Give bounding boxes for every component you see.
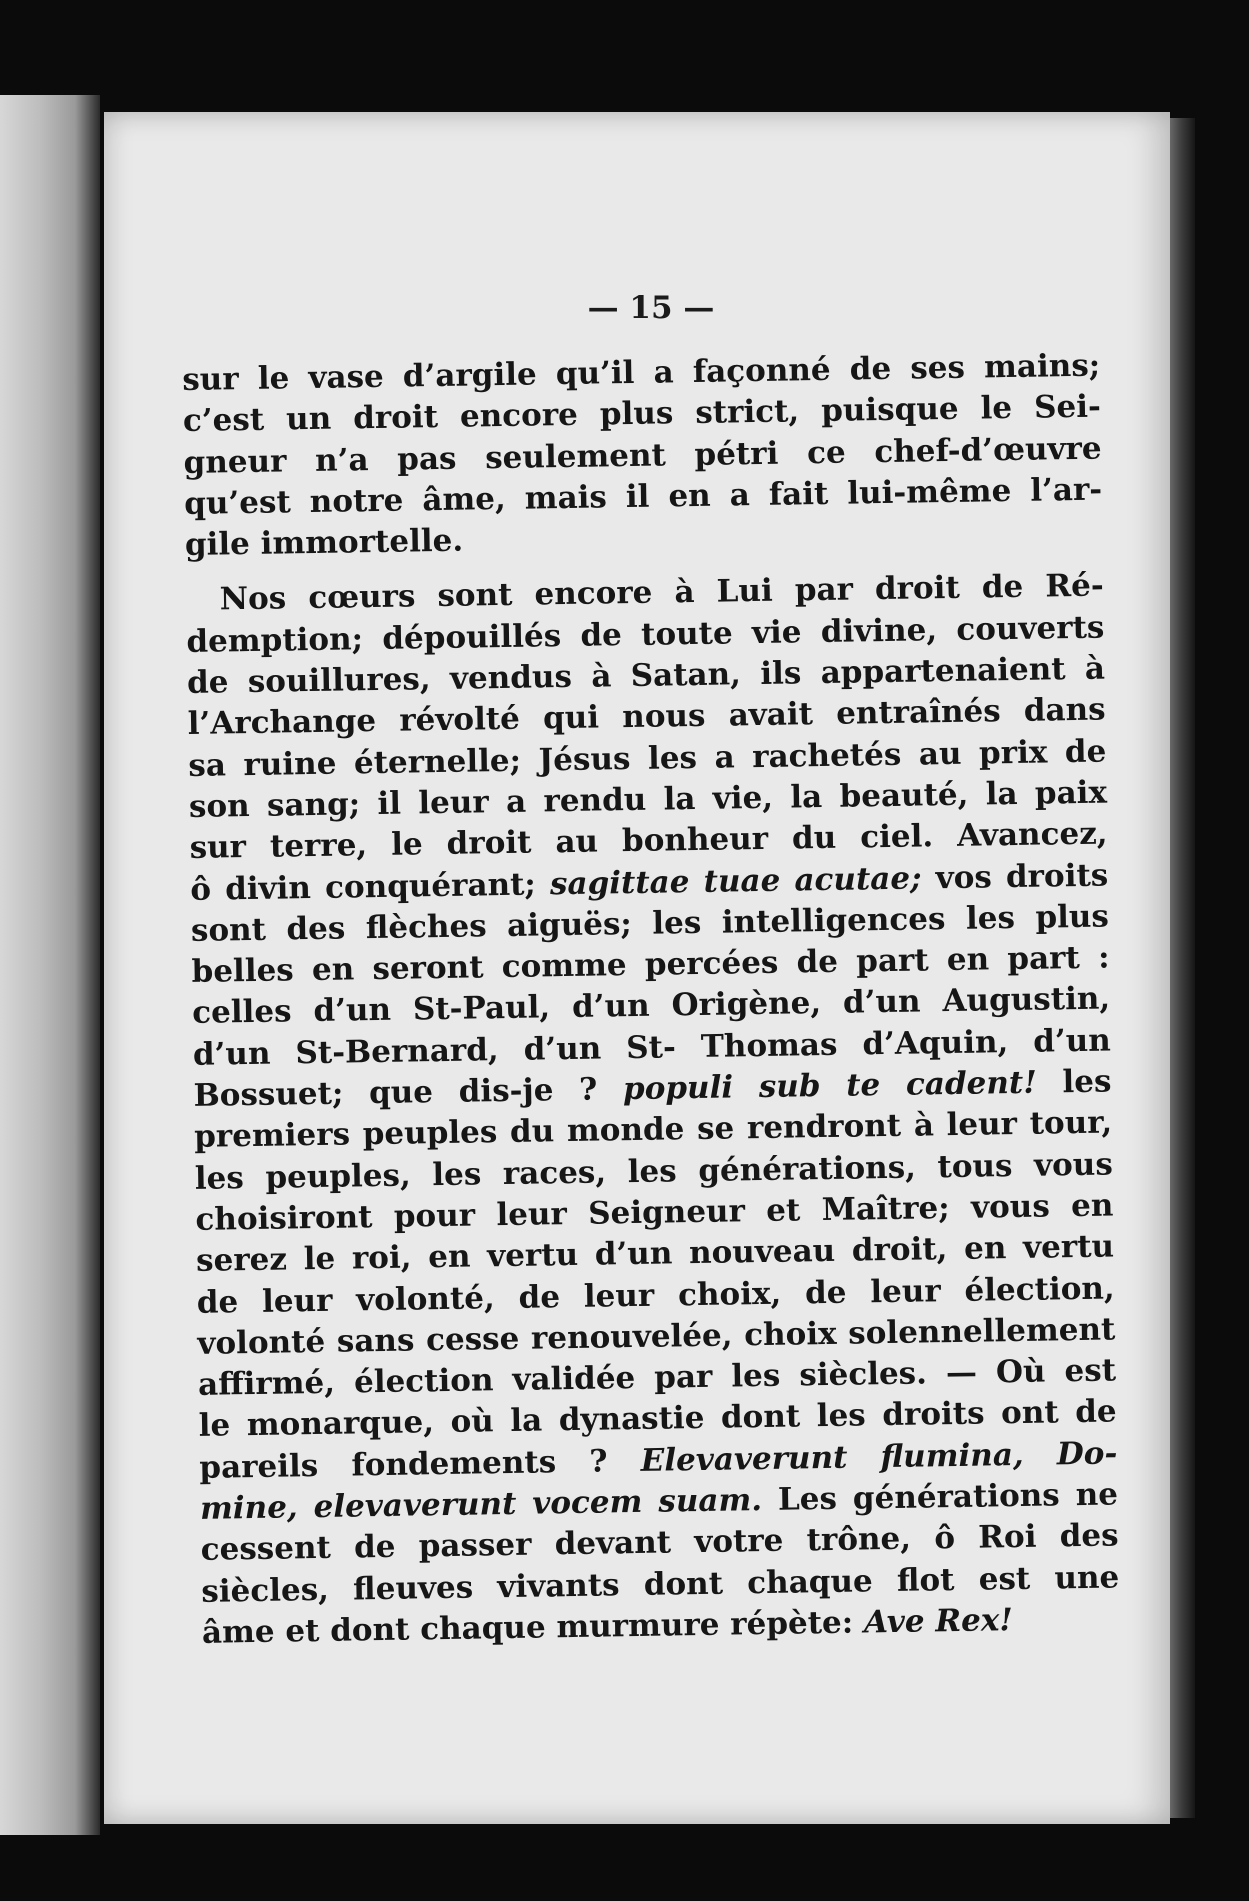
latin-quote: Ave Rex!	[863, 1602, 1014, 1641]
facing-page-edge	[0, 95, 100, 1835]
text-line: gile immortelle.	[184, 522, 464, 564]
text-line: de leur volonté, de leur choix, de leur élection,	[196, 1269, 1115, 1321]
text-line: belles en seront comme percées de part en part :	[191, 939, 1110, 991]
text-line: l’Archange révolté qui nous avait entraînés dans	[187, 691, 1106, 743]
text-line: sur le vase d’argile qu’il a façonné de ses mains;	[182, 347, 1101, 398]
text-line: qu’est notre âme, mais il en a fait lui-même l’ar-	[183, 471, 1103, 522]
text-line: premiers peuples du monde se rendront à leur tour,	[193, 1104, 1113, 1156]
text-line: demption; dépouillés de toute vie divine, couverts	[186, 609, 1105, 660]
text-line: cessent de passer devant votre trône, ô Roi des	[200, 1517, 1119, 1569]
text-line: sur terre, le droit au bonheur du ciel. Avancez,	[189, 815, 1108, 867]
text-line: le monarque, où la dynastie dont les droits ont de	[198, 1393, 1117, 1445]
latin-quote: populi sub te cadent!	[622, 1064, 1038, 1108]
text-segment: les	[1036, 1063, 1112, 1101]
text-line: serez le roi, en vertu d’un nouveau droit, en vertu	[195, 1228, 1115, 1280]
text-line: Nos cœurs sont encore à Lui par droit de Ré-	[219, 568, 1104, 618]
text-line: les peuples, les races, les générations, tous vous	[194, 1146, 1114, 1197]
text-line: son sang; il leur a rendu la vie, la beauté, la paix	[188, 774, 1108, 825]
text-segment: Bossuet; que dis-je ?	[193, 1071, 624, 1114]
page-number: — 15 —	[587, 290, 715, 326]
text-line: sa ruine éternelle; Jésus les a rachetés au prix de	[188, 733, 1107, 784]
text-segment: Les générations ne	[761, 1476, 1119, 1519]
text-segment: pareils fondements ?	[199, 1442, 642, 1486]
text-line: sont des flèches aiguës; les intelligences les plus	[190, 898, 1110, 949]
text-line: d’un St-Bernard, d’un St- Thomas d’Aquin, d’un	[192, 1022, 1112, 1073]
text-line: de souillures, vendus à Satan, ils appartenaient à	[186, 650, 1106, 702]
book-page	[104, 112, 1170, 1824]
text-line: volonté sans cesse renouvelée, choix solennellement	[197, 1311, 1116, 1362]
text-line: celles d’un St-Paul, d’un Origène, d’un Augustin,	[191, 980, 1111, 1032]
text-segment: âme et dont chaque murmure répète:	[201, 1604, 865, 1651]
text-line: choisiront pour leur Seigneur et Maître; vous en	[195, 1187, 1114, 1238]
text-segment: vos droits	[921, 857, 1109, 897]
text-segment: ô divin conquérant;	[190, 865, 551, 908]
text-line: affirmé, élection validée par les siècles. — Où est	[197, 1352, 1117, 1403]
latin-quote: Elevaverunt flumina, Do-	[640, 1435, 1118, 1479]
page-body	[182, 346, 1120, 1654]
text-line: siècles, fleuves vivants dont chaque flot est une	[201, 1559, 1120, 1610]
text-line: c’est un droit encore plus strict, puisque le Sei-	[182, 388, 1102, 440]
latin-quote: sagittae tuae acutae;	[549, 860, 922, 902]
text-line: gneur n’a pas seulement pétri ce chef-d’œuvre	[183, 430, 1102, 481]
latin-quote: mine, elevaverunt vocem suam.	[199, 1482, 763, 1527]
